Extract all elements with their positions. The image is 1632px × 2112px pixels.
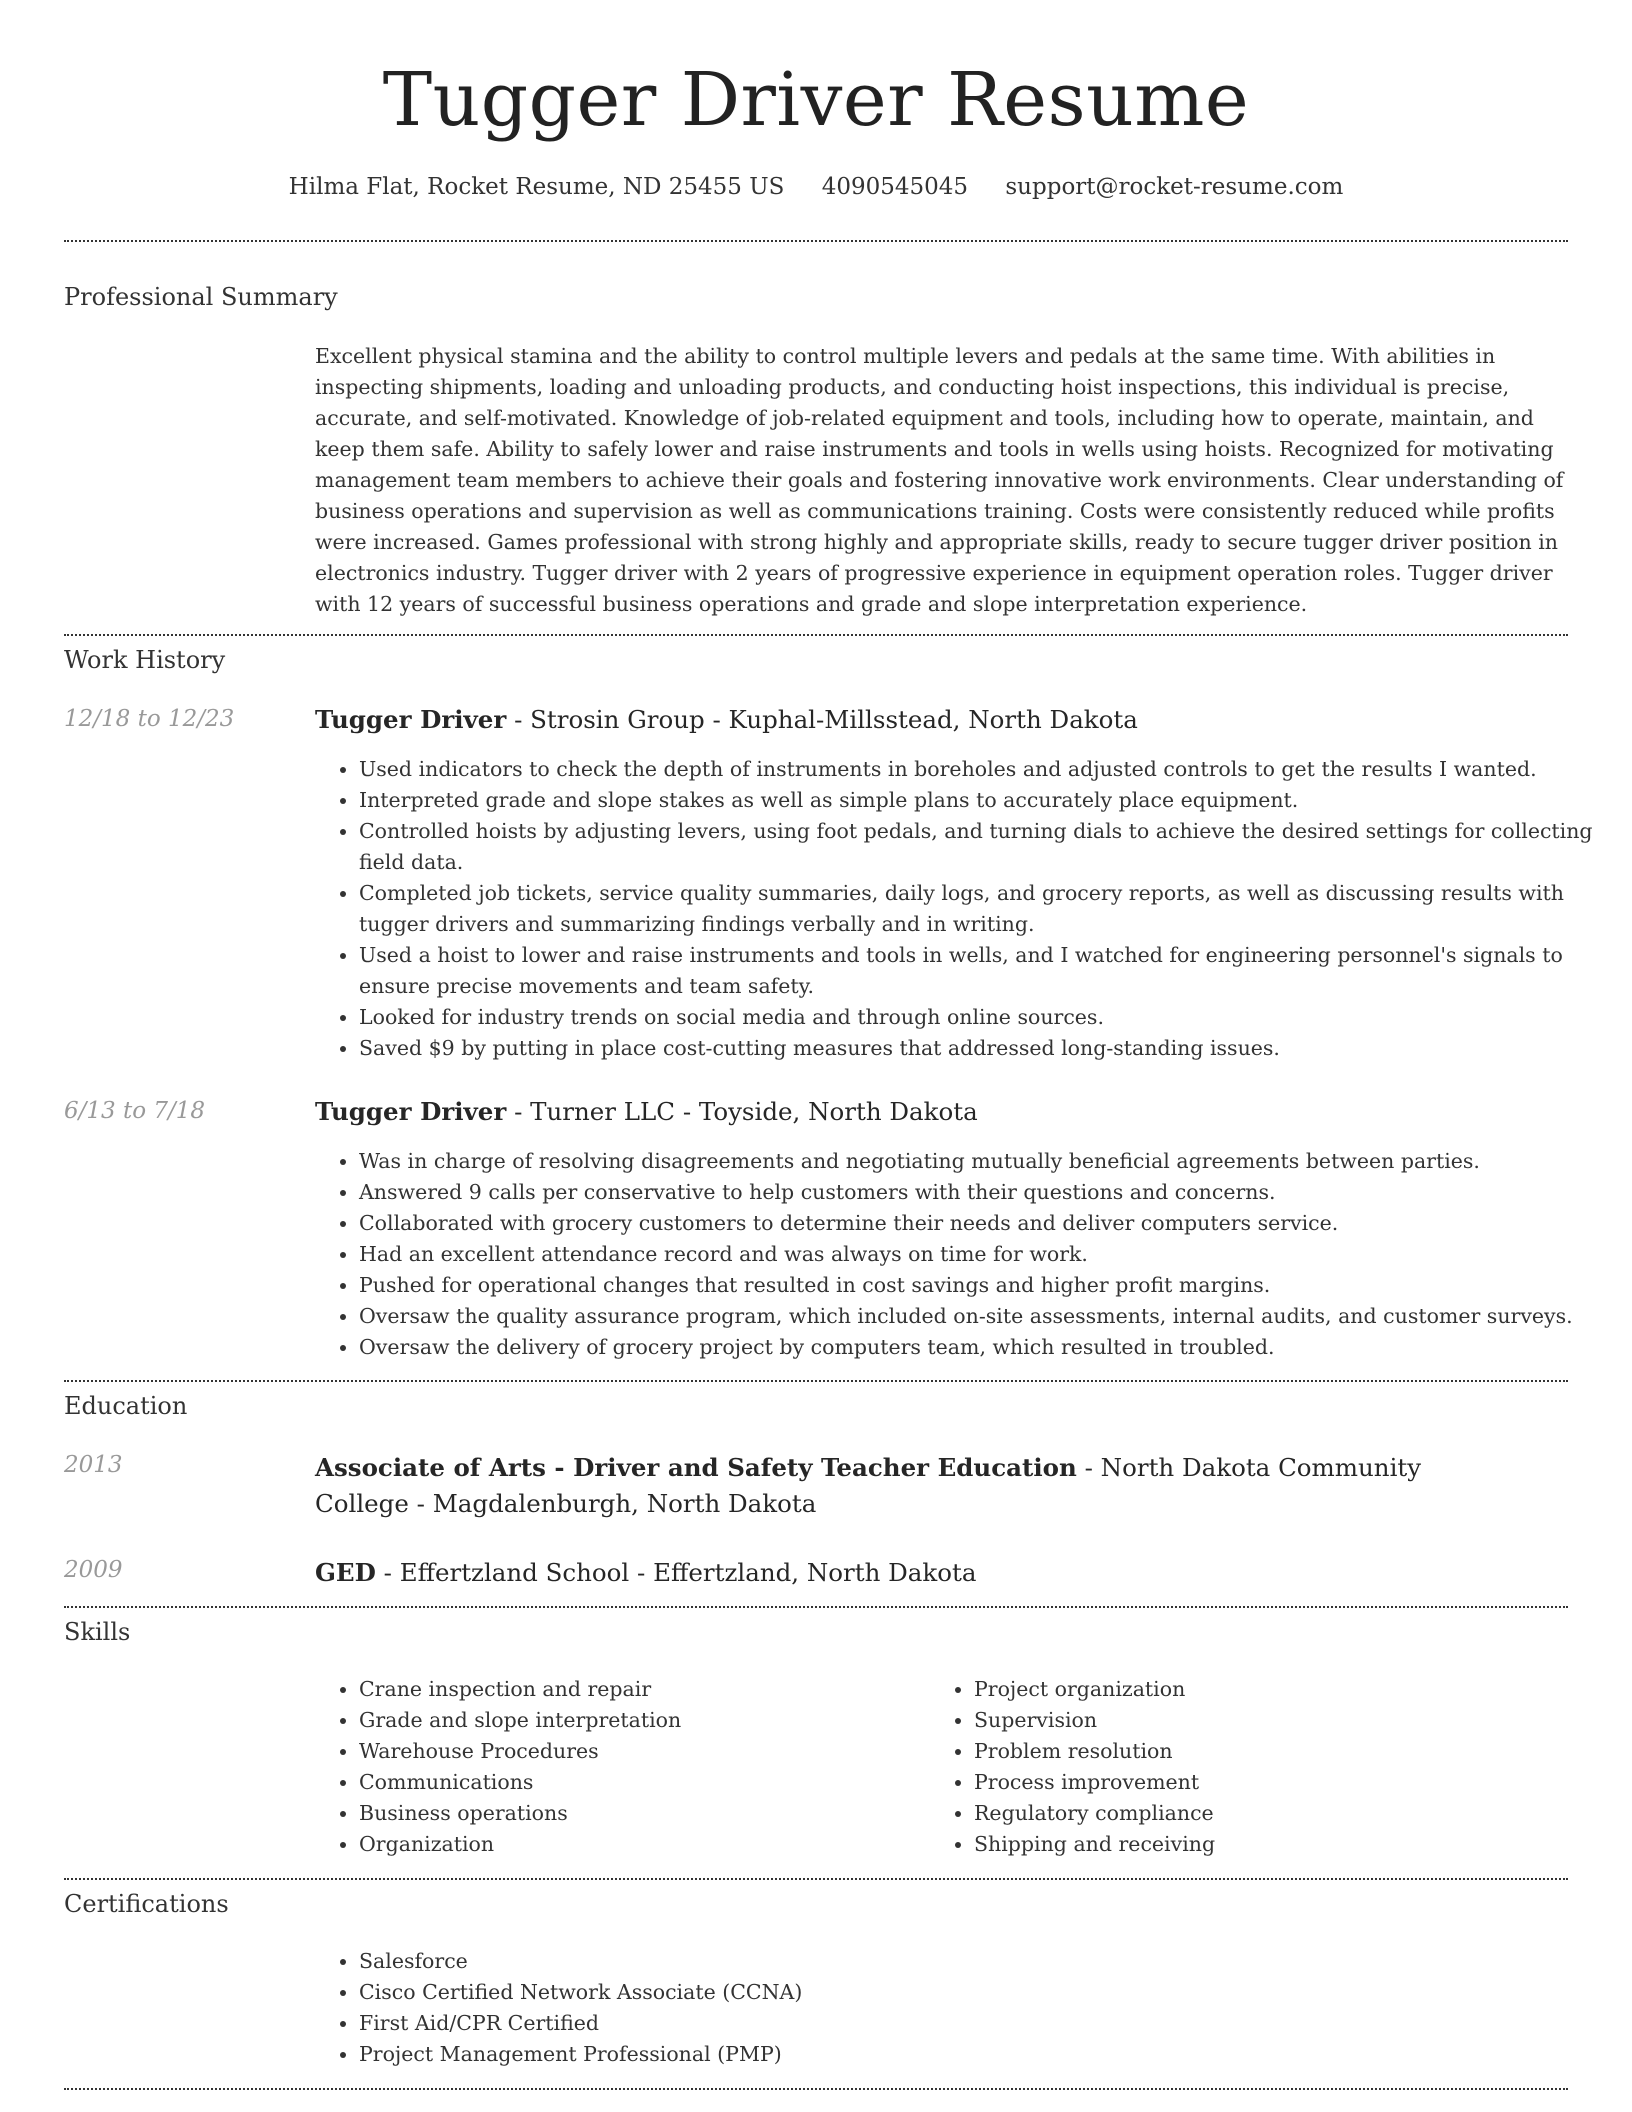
education-degree: GED — [315, 1558, 376, 1587]
job-separator: - — [506, 705, 531, 734]
list-item: • Organization — [359, 1829, 929, 1860]
list-item: • Answered 9 calls per conservative to help customers with their questions and concerns. — [359, 1177, 1613, 1208]
list-item: • Cisco Certified Network Associate (CCNA) — [359, 1977, 1613, 2008]
list-item: • Grade and slope interpretation — [359, 1705, 929, 1736]
contact-phone: 4090545045 — [821, 174, 969, 200]
list-item: • Completed job tickets, service quality summaries, daily logs, and grocery reports, as well as discussing results with tugger drivers and summarizing findings verbally and in writing. — [359, 878, 1613, 940]
divider — [64, 240, 1568, 242]
list-item: • Communications — [359, 1767, 929, 1798]
list-item: • Oversaw the quality assurance program, which included on-site assessments, internal audits, and customer surveys. — [359, 1301, 1613, 1332]
page-title: Tugger Driver Resume — [382, 57, 1250, 143]
list-item: • Used indicators to check the depth of instruments in boreholes and adjusted controls to get the results I wanted. — [359, 754, 1613, 785]
job-bullet-list — [315, 1146, 1613, 1363]
list-item: • Business operations — [359, 1798, 929, 1829]
job-bullet-list — [315, 754, 1613, 1064]
list-item: • Saved $9 by putting in place cost-cutting measures that addressed long-standing issues. — [359, 1033, 1613, 1064]
job-title: Tugger Driver — [315, 1097, 507, 1126]
list-item: • Salesforce — [359, 1946, 1613, 1977]
list-item: • Pushed for operational changes that resulted in cost savings and higher profit margins. — [359, 1270, 1613, 1301]
list-item: • Supervision — [974, 1705, 1594, 1736]
job-title: Tugger Driver — [315, 705, 507, 734]
job-company-location: Turner LLC - Toyside, North Dakota — [530, 1097, 978, 1126]
list-item: • Was in charge of resolving disagreements and negotiating mutually beneficial agreements between parties. — [359, 1146, 1613, 1177]
education-year: 2013 — [64, 1452, 123, 1478]
list-item: • Had an excellent attendance record and was always on time for work. — [359, 1239, 1613, 1270]
skills-list-left — [315, 1674, 929, 1860]
contact-address: Hilma Flat, Rocket Resume, ND 25455 US — [288, 174, 785, 200]
list-item: • Looked for industry trends on social media and through online sources. — [359, 1002, 1613, 1033]
job-heading — [315, 1097, 978, 1126]
education-degree: Associate of Arts - Driver and Safety Teacher Education — [315, 1453, 1077, 1482]
summary-text: Excellent physical stamina and the ability to control multiple levers and pedals at the same time. With abilities in inspecting shipments, loading and unloading products, and conducting hoist inspections, this individual is precise, accurate, and self-motivated. Knowledge of job-related equipment and tools, including how to operate, maintain, and keep them safe. Ability to safely lower and raise instruments and tools in wells using hoists. Recognized for motivating management team members to achieve their goals and fostering innovative work environments. Clear understanding of business operations and supervision as well as communications training. Costs were consistently reduced while profits were increased. Games professional with strong highly and appropriate skills, ready to secure tugger driver position in electronics industry. Tugger driver with 2 years of progressive experience in equipment operation roles. Tugger driver with 12 years of successful business operations and grade and slope interpretation experience. — [315, 344, 1564, 616]
contact-line — [0, 174, 1632, 200]
section-title-certifications: Certifications — [64, 1890, 229, 1918]
job-dates: 6/13 to 7/18 — [64, 1098, 206, 1124]
job-separator: - — [506, 1097, 531, 1126]
section-title-work: Work History — [64, 646, 226, 674]
education-entry — [315, 1450, 1495, 1522]
education-school: - Effertzland School - Effertzland, North Dakota — [375, 1558, 977, 1587]
list-item: • Regulatory compliance — [974, 1798, 1594, 1829]
section-title-skills: Skills — [64, 1618, 131, 1646]
list-item: • Process improvement — [974, 1767, 1594, 1798]
list-item: • Interpreted grade and slope stakes as well as simple plans to accurately place equipment. — [359, 785, 1613, 816]
list-item: • Project organization — [974, 1674, 1594, 1705]
education-year: 2009 — [64, 1557, 123, 1583]
divider — [64, 1606, 1568, 1608]
list-item: • First Aid/CPR Certified — [359, 2008, 1613, 2039]
certifications-list — [315, 1946, 1613, 2070]
list-item: • Controlled hoists by adjusting levers, using foot pedals, and turning dials to achieve the desired settings for collecting field data. — [359, 816, 1613, 878]
divider — [64, 1878, 1568, 1880]
education-entry — [315, 1555, 1495, 1591]
list-item: • Project Management Professional (PMP) — [359, 2039, 1613, 2070]
resume-header — [0, 0, 1632, 200]
list-item: • Oversaw the delivery of grocery project by computers team, which resulted in troubled. — [359, 1332, 1613, 1363]
divider — [64, 1380, 1568, 1382]
list-item: • Collaborated with grocery customers to determine their needs and deliver computers service. — [359, 1208, 1613, 1239]
job-dates: 12/18 to 12/23 — [64, 706, 235, 732]
education-school: - North Dakota Community College - Magdalenburgh, North Dakota — [315, 1453, 1422, 1518]
list-item: • Used a hoist to lower and raise instruments and tools in wells, and I watched for engineering personnel's signals to ensure precise movements and team safety. — [359, 940, 1613, 1002]
section-title-education: Education — [64, 1392, 188, 1420]
skills-list-right — [930, 1674, 1594, 1860]
list-item: • Warehouse Procedures — [359, 1736, 929, 1767]
divider — [64, 634, 1568, 636]
job-company-location: Strosin Group - Kuphal-Millsstead, North Dakota — [530, 705, 1138, 734]
list-item: • Shipping and receiving — [974, 1829, 1594, 1860]
list-item: • Crane inspection and repair — [359, 1674, 929, 1705]
job-heading — [315, 705, 1138, 734]
section-title-summary: Professional Summary — [64, 283, 338, 311]
divider — [64, 2088, 1568, 2090]
contact-email: support@rocket-resume.com — [1005, 174, 1344, 200]
list-item: • Problem resolution — [974, 1736, 1594, 1767]
